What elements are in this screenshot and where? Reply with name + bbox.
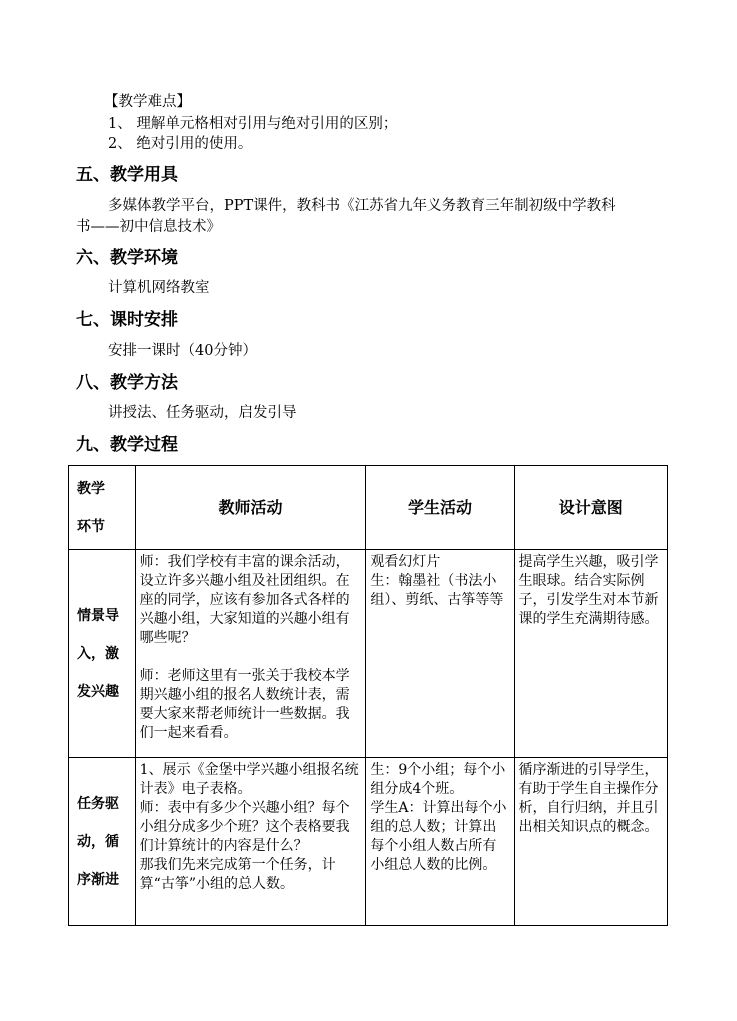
header-intent: 设计意图 xyxy=(514,466,667,550)
section-heading-process: 九、教学过程 xyxy=(76,435,178,455)
stage-cell: 情景导 入，激 发兴趣 xyxy=(69,550,136,758)
teaching-process-table xyxy=(68,465,668,926)
section-heading-schedule: 七、课时安排 xyxy=(76,310,178,330)
difficulty-item-2: 2、 绝对引用的使用。 xyxy=(108,136,253,152)
header-student: 学生活动 xyxy=(366,466,514,550)
table-header-row xyxy=(69,466,668,550)
teacher-activity-cell: 师：我们学校有丰富的课余活动，设立许多兴趣小组及社团组织。在座的同学，应该有参加各式各样的兴趣小组，大家知道的兴趣小组有哪些呢？ 师：老师这里有一张关于我校本学期兴趣小组的报名人数统计表，需要大家来帮老师统计一些数据。我们一起来看看。 xyxy=(135,550,366,758)
section-heading-environment: 六、教学环境 xyxy=(76,248,178,268)
student-activity-cell: 生：9个小组；每个小组分成4个班。 学生A：计算出每个小组的总人数；计算出每个小组人数占所有小组总人数的比例。 xyxy=(366,758,514,926)
table-row xyxy=(69,550,668,758)
section-heading-tools: 五、教学用具 xyxy=(76,165,178,185)
environment-line: 计算机网络教室 xyxy=(108,280,210,296)
methods-line: 讲授法、任务驱动，启发引导 xyxy=(108,405,297,421)
student-activity-cell: 观看幻灯片 生：翰墨社（书法小组）、剪纸、古筝等等 xyxy=(366,550,514,758)
section-heading-methods: 八、教学方法 xyxy=(76,373,178,393)
stage-cell: 任务驱 动，循 序渐进 xyxy=(69,758,136,926)
tools-line-1: 多媒体教学平台，PPT课件，教科书《江苏省九年义务教育三年制初级中学教科 xyxy=(108,198,616,214)
tools-line-2: 书——初中信息技术》 xyxy=(76,219,221,235)
header-stage: 教学 环节 xyxy=(69,466,136,550)
difficulty-title: 【教学难点】 xyxy=(104,94,191,110)
teacher-activity-cell: 1、展示《金堡中学兴趣小组报名统计表》电子表格。 师：表中有多少个兴趣小组？每个小组分成多少个班？这个表格要我们计算统计的内容是什么？ 那我们先来完成第一个任务，计算“古筝”小组的总人数。 xyxy=(135,758,366,926)
design-intent-cell: 循序渐进的引导学生，有助于学生自主操作分析，自行归纳，并且引出相关知识点的概念。 xyxy=(514,758,667,926)
table-row xyxy=(69,758,668,926)
schedule-line: 安排一课时（40分钟） xyxy=(108,343,257,359)
design-intent-cell: 提高学生兴趣，吸引学生眼球。结合实际例子，引发学生对本节新课的学生充满期待感。 xyxy=(514,550,667,758)
header-teacher: 教师活动 xyxy=(135,466,366,550)
difficulty-item-1: 1、 理解单元格相对引用与绝对引用的区别； xyxy=(108,116,398,132)
